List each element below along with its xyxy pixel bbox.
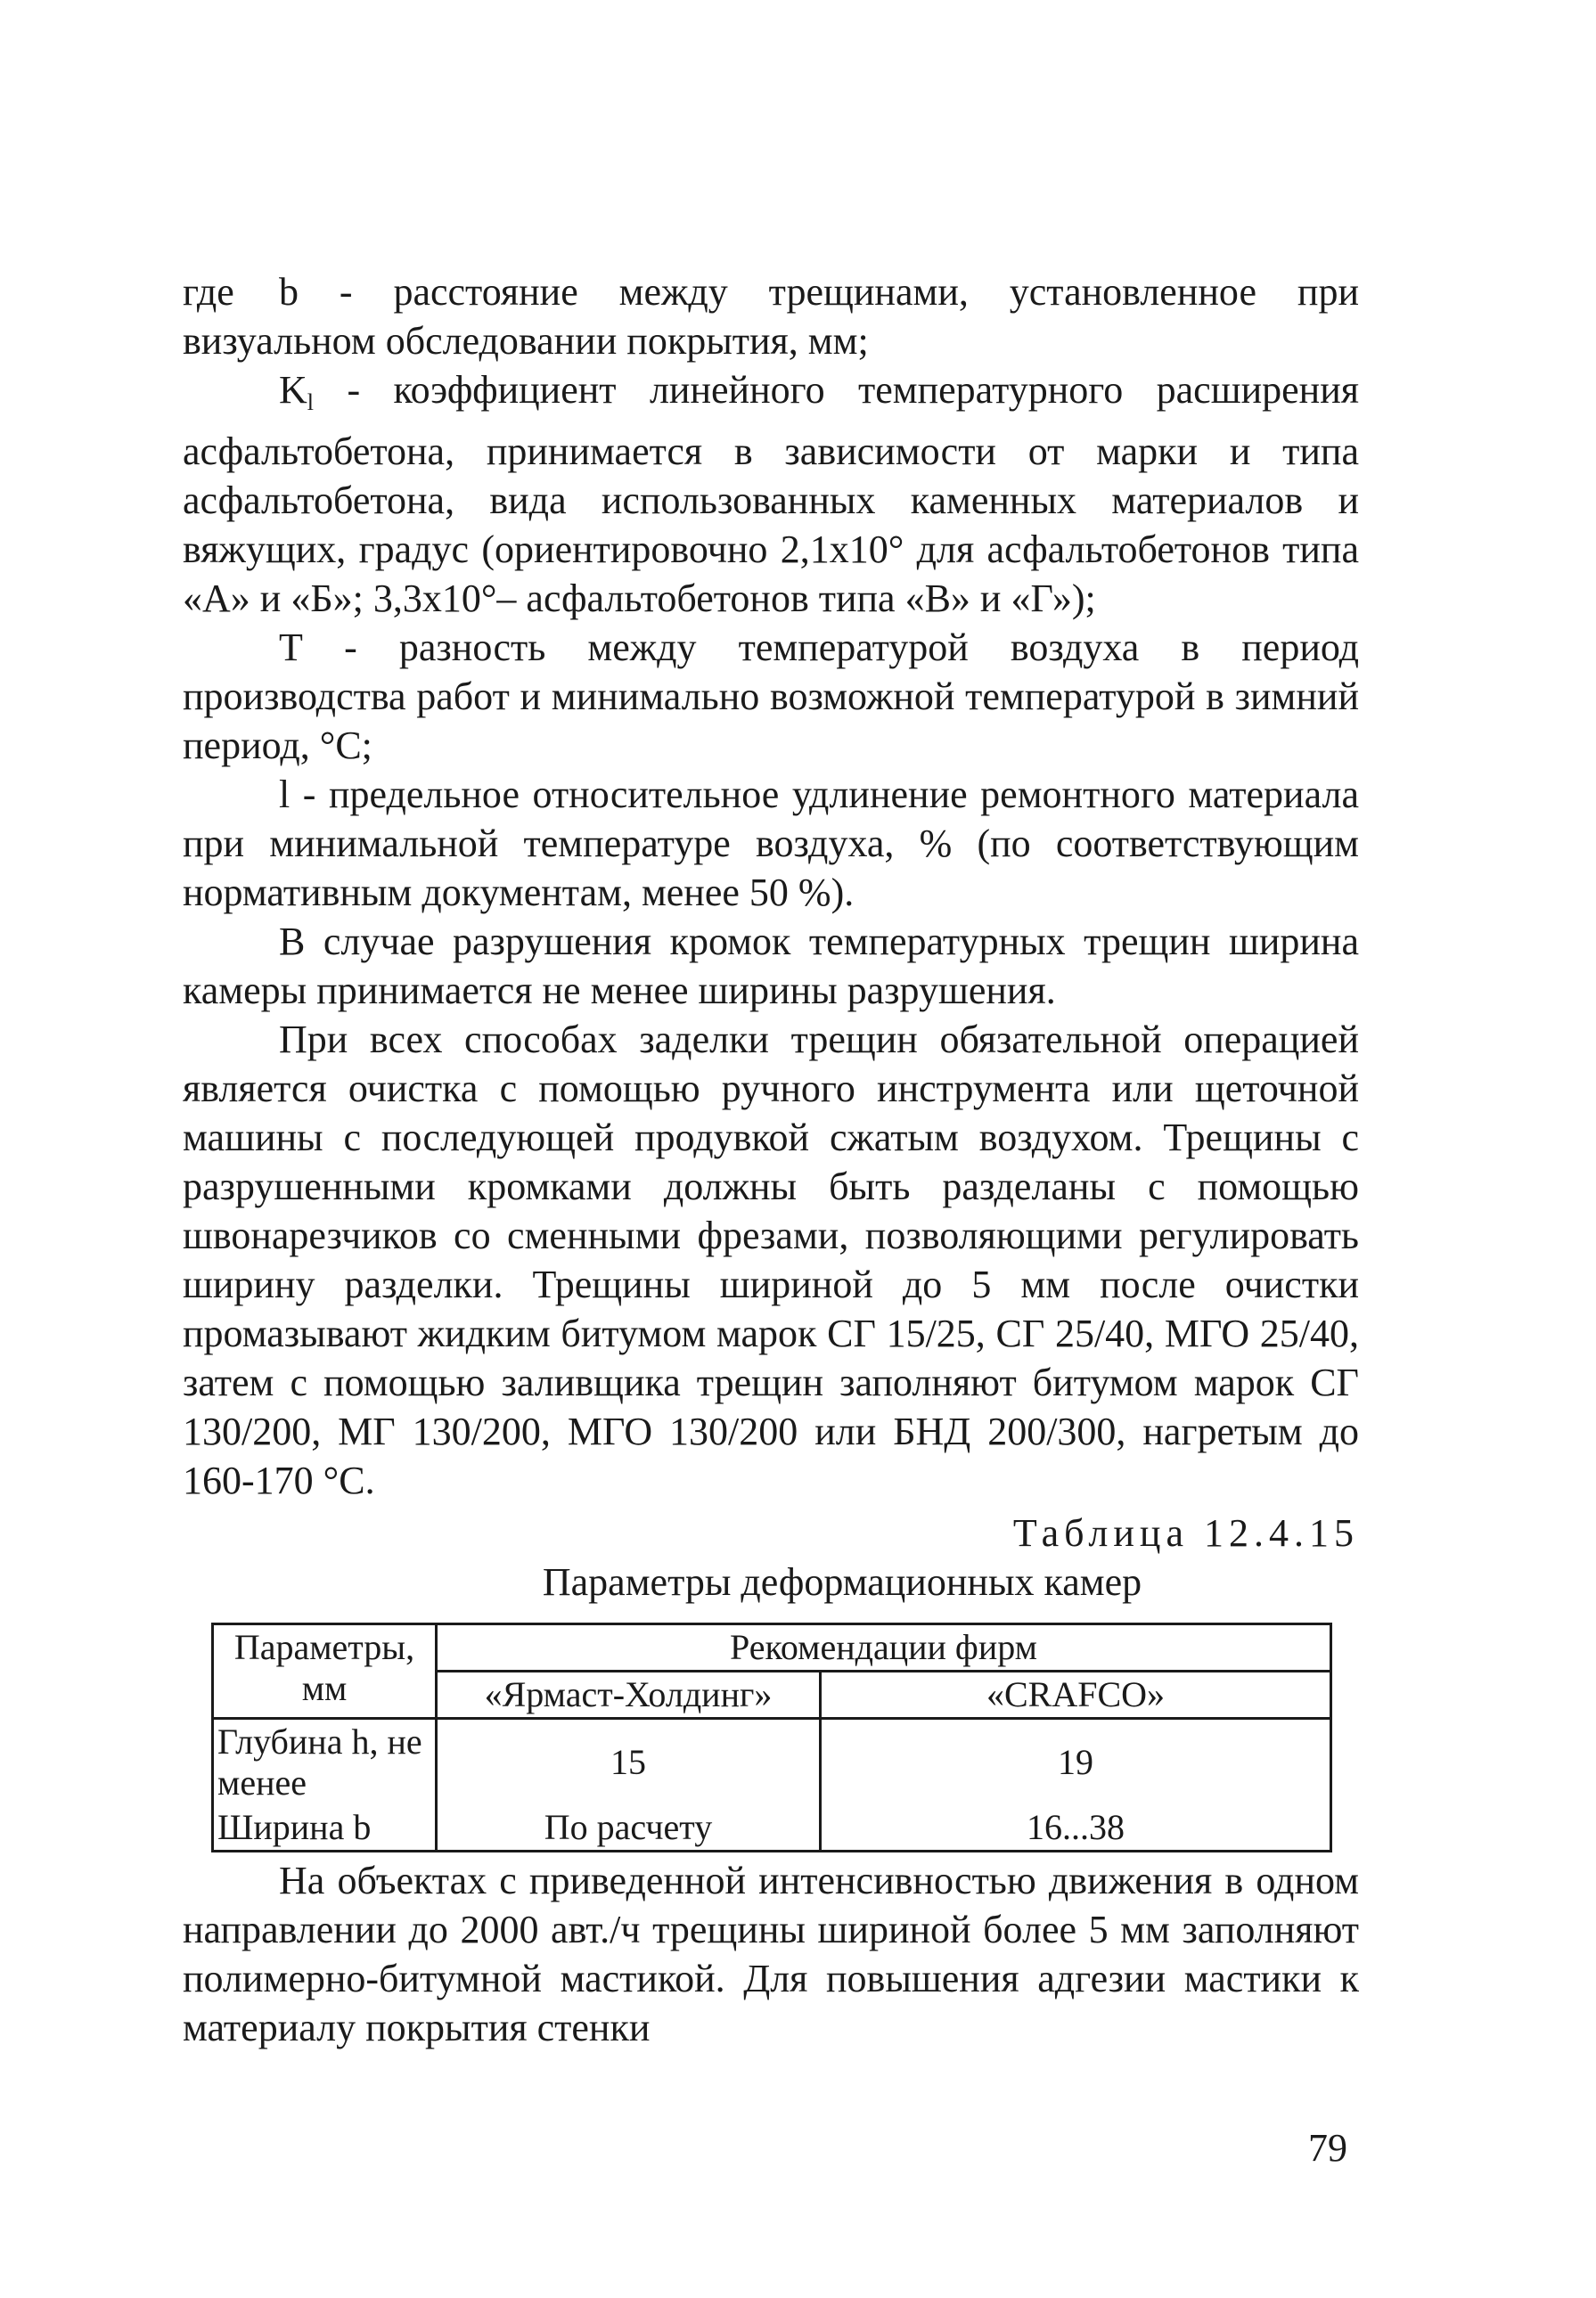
definition-l: l - предельное относительное удлинение ремонтного материала при минимальной температуре воздуха, % (по соответствующим нормативным документам, менее 50 %). <box>183 773 1359 914</box>
k1-symbol: K <box>279 368 307 412</box>
definition-b <box>183 267 1359 365</box>
definition-k1-text: - коэффициент линейного температурного расширения асфальтобетона, принимается в зависимости от марки и типа асфальтобетона, вида использованных каменных материалов и вяжущих, градус (ориентировочно 2,1x10° для асфальтобетонов типа «А» и «Б»; 3,3x10°– асфальтобетонов типа «В» и «Г»); <box>183 368 1359 620</box>
paragraph-mastic: На объектах с приведенной интенсивностью движения в одном направлении до 2000 авт./ч трещины шириной более 5 мм заполняют полимерно-битумной мастикой. Для повышения адгезии мастики к материалу покрытия стенки <box>183 1859 1359 2049</box>
table-title: Параметры деформационных камер <box>542 1560 1142 1604</box>
row-param: Глубина h, не менее <box>213 1719 437 1806</box>
row-value-firm-1: По расчету <box>437 1805 821 1852</box>
table-row <box>213 1719 1331 1806</box>
row-value-firm-2: 19 <box>821 1719 1331 1806</box>
paragraph-edges: В случае разрушения кромок температурных трещин ширина камеры принимается не менее ширины разрушения. <box>183 920 1359 1012</box>
paragraph-cleaning: При всех способах заделки трещин обязательной операцией является очистка с помощью ручного инструмента или щеточной машины с последующей продувкой сжатым воздухом. Трещины с разрушенными кромками должны быть разделаны с помощью швонарезчиков со сменными фрезами, позволяющими регулировать ширину разделки. Трещины шириной до 5 мм после очистки промазывают жидким битумом марок СГ 15/25, СГ 25/40, МГО 25/40, затем с помощью заливщика трещин заполняют битумом марок СГ 130/200, МГ 130/200, МГО 130/200 или БНД 200/300, нагретым до 160-170 °C. <box>183 1018 1359 1502</box>
parameters-table <box>211 1623 1332 1852</box>
page-body <box>183 267 1359 2052</box>
table-row <box>213 1805 1331 1852</box>
table-header-row <box>213 1624 1331 1672</box>
row-value-firm-1: 15 <box>437 1719 821 1806</box>
header-firm-1: «Ярмаст-Холдинг» <box>437 1672 821 1719</box>
definition-intro-word: где <box>183 270 234 314</box>
row-param: Ширина b <box>213 1805 437 1852</box>
page-number: 79 <box>1308 2126 1347 2170</box>
k1-subscript: l <box>307 389 315 415</box>
header-firm-2: «CRAFCO» <box>821 1672 1331 1719</box>
definition-k1 <box>183 365 1359 623</box>
definition-t: T - разность между температурой воздуха в период производства работ и минимально возможной температурой в зимний период, °C; <box>183 626 1359 767</box>
row-value-firm-2: 16...38 <box>821 1805 1331 1852</box>
definition-b-text: b - расстояние между трещинами, установленное при визуальном обследовании покрытия, мм; <box>183 270 1359 363</box>
table-number: Таблица 12.4.15 <box>1012 1511 1359 1555</box>
header-params: Параметры, мм <box>213 1624 437 1719</box>
header-recommendations: Рекомендации фирм <box>437 1624 1331 1672</box>
